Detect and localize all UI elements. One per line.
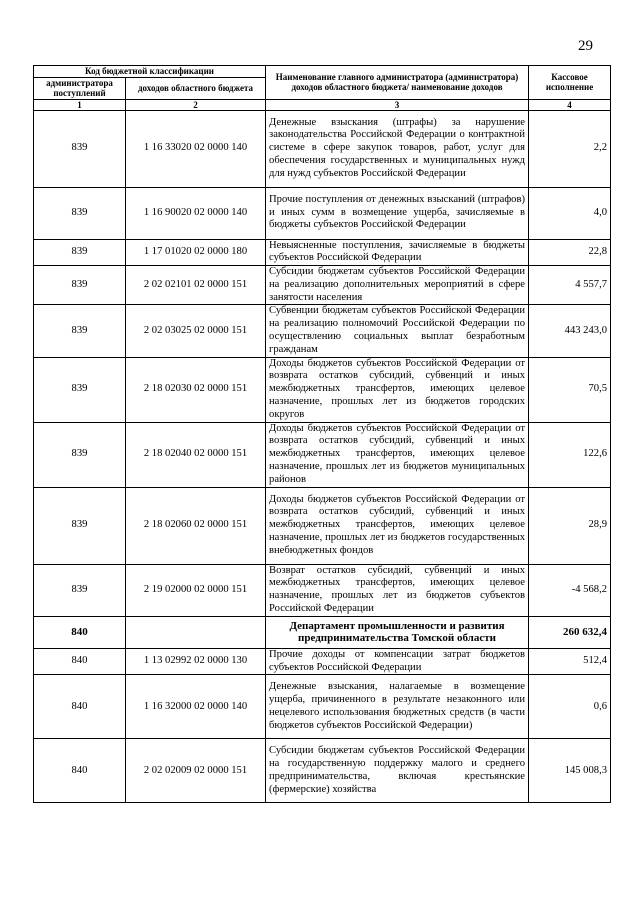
amount-cell: 2,2: [529, 110, 611, 187]
amount-cell: 22,8: [529, 239, 611, 266]
name-cell: Денежные взыскания, налагаемые в возмещение ущерба, причиненного в результате незаконного или нецелевого использования бюджетных средств (в части бюджетов субъектов Российской Федерации): [266, 675, 529, 739]
table-row: [34, 239, 611, 266]
code-cell: [126, 616, 266, 648]
table-row: [34, 564, 611, 616]
table-body: [34, 110, 611, 803]
admin-cell: 839: [34, 487, 126, 564]
admin-cell: 839: [34, 266, 126, 305]
table-row: [34, 305, 611, 357]
table-row: [34, 422, 611, 487]
admin-cell: 839: [34, 239, 126, 266]
column-number-2: 2: [126, 99, 266, 110]
table-row: [34, 675, 611, 739]
code-cell: 1 13 02992 02 0000 130: [126, 648, 266, 675]
name-cell: Доходы бюджетов субъектов Российской Федерации от возврата остатков субсидий, субвенций и иных межбюджетных трансфертов, имеющих целевое назначение, прошлых лет из бюджетов государственных внебюджетных фондов: [266, 487, 529, 564]
header-code: доходов областного бюджета: [126, 77, 266, 99]
amount-cell: 70,5: [529, 357, 611, 422]
code-cell: 2 19 02000 02 0000 151: [126, 564, 266, 616]
name-cell: Субвенции бюджетам субъектов Российской Федерации на реализацию полномочий Российской Федерации по осуществлению социальных выплат безработным гражданам: [266, 305, 529, 357]
amount-cell: 28,9: [529, 487, 611, 564]
admin-cell: 840: [34, 648, 126, 675]
name-cell: Прочие поступления от денежных взысканий (штрафов) и иных сумм в возмещение ущерба, зачисляемые в бюджеты субъектов Российской Федерации: [266, 187, 529, 239]
admin-cell: 839: [34, 422, 126, 487]
amount-cell: 512,4: [529, 648, 611, 675]
admin-cell: 839: [34, 110, 126, 187]
name-cell: Возврат остатков субсидий, субвенций и иных межбюджетных трансфертов, имеющих целевое назначение, прошлых лет из бюджетов субъектов Российской Федерации: [266, 564, 529, 616]
amount-cell: 4,0: [529, 187, 611, 239]
name-cell: Невыясненные поступления, зачисляемые в бюджеты субъектов Российской Федерации: [266, 239, 529, 266]
name-cell: Денежные взыскания (штрафы) за нарушение законодательства Российской Федерации о контрактной системе в сфере закупок товаров, работ, услуг для обеспечения государственных и муниципальных нужд для нужд субъектов Российской Федерации: [266, 110, 529, 187]
table-row: [34, 487, 611, 564]
header-code-group: Код бюджетной классификации: [34, 66, 266, 78]
table-row: [34, 266, 611, 305]
code-cell: 2 02 03025 02 0000 151: [126, 305, 266, 357]
header-amount: Кассовое исполнение: [529, 66, 611, 100]
name-cell: Субсидии бюджетам субъектов Российской Федерации на реализацию дополнительных мероприятий в сфере занятости населения: [266, 266, 529, 305]
amount-cell: 145 008,3: [529, 739, 611, 803]
admin-cell: 839: [34, 305, 126, 357]
admin-cell: 839: [34, 187, 126, 239]
code-cell: 1 16 33020 02 0000 140: [126, 110, 266, 187]
admin-cell: 840: [34, 739, 126, 803]
code-cell: 1 17 01020 02 0000 180: [126, 239, 266, 266]
header-admin: администратора поступлений: [34, 77, 126, 99]
header-name: Наименование главного администратора (администратора) доходов областного бюджета/ наименование доходов: [266, 66, 529, 100]
admin-cell: 840: [34, 675, 126, 739]
amount-cell: 4 557,7: [529, 266, 611, 305]
code-cell: 1 16 32000 02 0000 140: [126, 675, 266, 739]
name-cell: Доходы бюджетов субъектов Российской Федерации от возврата остатков субсидий, субвенций и иных межбюджетных трансфертов, имеющих целевое назначение, прошлых лет из бюджетов городских округов: [266, 357, 529, 422]
code-cell: 2 18 02030 02 0000 151: [126, 357, 266, 422]
admin-cell: 839: [34, 564, 126, 616]
admin-cell: 839: [34, 357, 126, 422]
table-row: [34, 616, 611, 648]
name-cell: Прочие доходы от компенсации затрат бюджетов субъектов Российской Федерации: [266, 648, 529, 675]
amount-cell: 260 632,4: [529, 616, 611, 648]
column-number-4: 4: [529, 99, 611, 110]
table-row: [34, 357, 611, 422]
code-cell: 2 02 02101 02 0000 151: [126, 266, 266, 305]
page-number: 29: [578, 38, 593, 54]
amount-cell: -4 568,2: [529, 564, 611, 616]
table-row: [34, 648, 611, 675]
column-number-1: 1: [34, 99, 126, 110]
name-cell: Департамент промышленности и развития предпринимательства Томской области: [266, 616, 529, 648]
amount-cell: 443 243,0: [529, 305, 611, 357]
code-cell: 2 18 02060 02 0000 151: [126, 487, 266, 564]
budget-table: [33, 65, 611, 803]
column-number-3: 3: [266, 99, 529, 110]
name-cell: Доходы бюджетов субъектов Российской Федерации от возврата остатков субсидий, субвенций и иных межбюджетных трансфертов, имеющих целевое назначение, прошлых лет из бюджетов муниципальных районов: [266, 422, 529, 487]
code-cell: 1 16 90020 02 0000 140: [126, 187, 266, 239]
table-row: [34, 110, 611, 187]
code-cell: 2 18 02040 02 0000 151: [126, 422, 266, 487]
code-cell: 2 02 02009 02 0000 151: [126, 739, 266, 803]
name-cell: Субсидии бюджетам субъектов Российской Федерации на государственную поддержку малого и среднего предпринимательства, включая крестьянские (фермерские) хозяйства: [266, 739, 529, 803]
amount-cell: 122,6: [529, 422, 611, 487]
table-row: [34, 739, 611, 803]
table-row: [34, 187, 611, 239]
amount-cell: 0,6: [529, 675, 611, 739]
admin-cell: 840: [34, 616, 126, 648]
